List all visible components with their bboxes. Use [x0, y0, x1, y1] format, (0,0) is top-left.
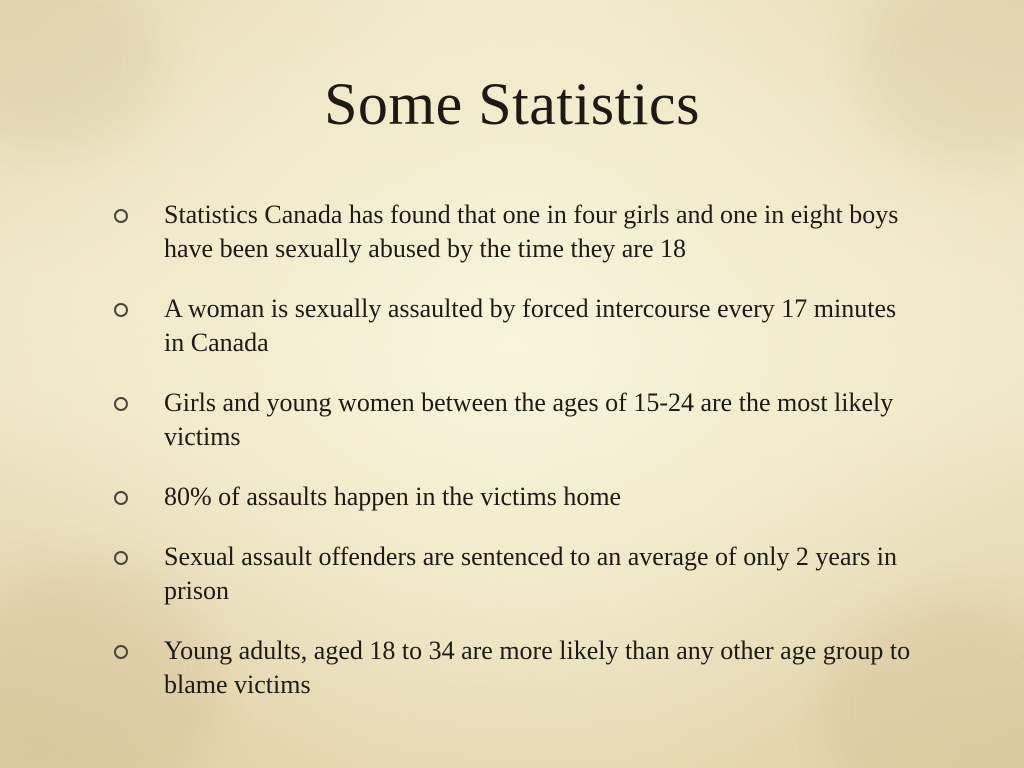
hollow-circle-bullet-icon	[114, 397, 128, 411]
bullet-item	[112, 198, 912, 266]
bullet-text: 80% of assaults happen in the victims home	[164, 482, 622, 511]
bullet-item	[112, 292, 912, 360]
hollow-circle-bullet-icon	[114, 645, 128, 659]
bullet-text: Girls and young women between the ages of 15-24 are the most likely victims	[164, 388, 894, 451]
hollow-circle-bullet-icon	[114, 303, 128, 317]
bullet-item	[112, 540, 912, 608]
bullet-text: A woman is sexually assaulted by forced intercourse every 17 minutes in Canada	[164, 294, 897, 357]
bullet-item	[112, 386, 912, 454]
bullet-item	[112, 480, 912, 514]
bullet-text: Young adults, aged 18 to 34 are more likely than any other age group to blame victims	[164, 636, 911, 699]
hollow-circle-bullet-icon	[114, 491, 128, 505]
bullet-text: Statistics Canada has found that one in four girls and one in eight boys have been sexually abused by the time they are 18	[164, 200, 899, 263]
bullet-text: Sexual assault offenders are sentenced to an average of only 2 years in prison	[164, 542, 898, 605]
hollow-circle-bullet-icon	[114, 209, 128, 223]
bullet-list	[112, 198, 912, 728]
slide-title: Some Statistics	[324, 71, 700, 137]
hollow-circle-bullet-icon	[114, 551, 128, 565]
bullet-item	[112, 634, 912, 702]
